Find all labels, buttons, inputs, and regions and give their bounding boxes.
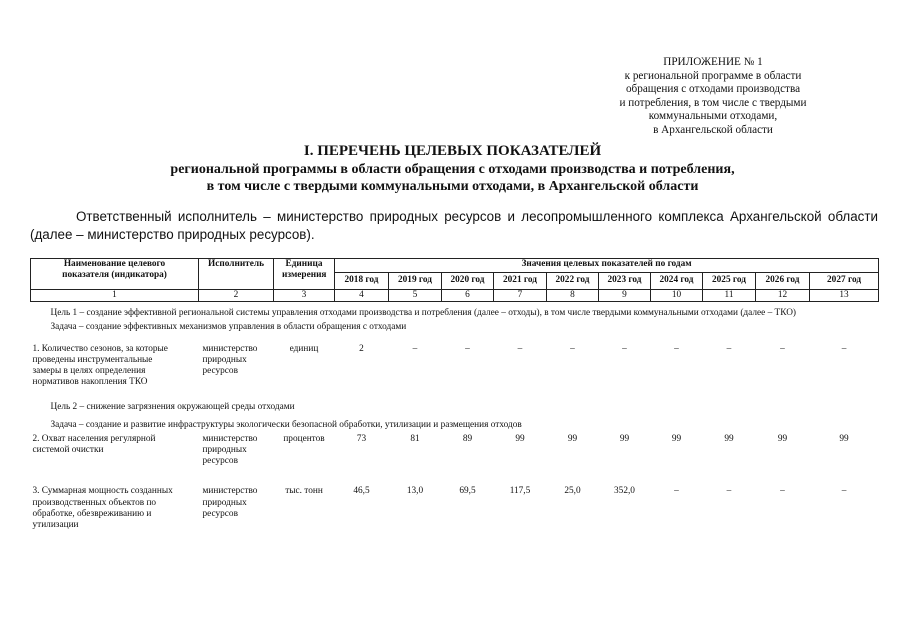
column-numbers-row xyxy=(31,290,879,302)
indicator-value: 99 xyxy=(515,433,525,444)
indicator-value: 99 xyxy=(619,433,630,444)
intro-line-2: (далее – министерство природных ресурсов). xyxy=(30,227,315,242)
indicator-value: 99 xyxy=(839,433,849,444)
header-values-group: Значения целевых показателей по годам xyxy=(335,259,879,273)
task-1-text: Задача – создание эффективных механизмов управления в области обращения с отходами xyxy=(50,322,407,333)
responsible-executor-paragraph xyxy=(30,208,878,244)
header-year: 2022 год xyxy=(547,273,599,290)
header-year: 2020 год xyxy=(442,273,494,290)
column-number: 8 xyxy=(547,290,599,302)
indicator-value: 89 xyxy=(462,433,473,444)
goal-row xyxy=(31,302,879,320)
indicator-value: 25,0 xyxy=(564,486,581,497)
indicator-name: 3. Суммарная мощность созданных производственных объектов по обработке, обезвреживанию и утилизации xyxy=(32,486,173,531)
indicator-value: – xyxy=(841,486,847,497)
indicators-table xyxy=(30,258,879,531)
table-row xyxy=(31,334,879,389)
appendix-line: обращения с отходами производства xyxy=(625,83,801,96)
indicator-name: 2. Охват населения регулярной системой очистки xyxy=(32,433,156,456)
indicator-value: 99 xyxy=(724,433,734,444)
header-unit: Единица измерения xyxy=(274,259,335,290)
indicator-value: 2 xyxy=(359,343,364,354)
goal-row xyxy=(31,388,879,413)
indicator-value: 73 xyxy=(356,433,367,444)
indicator-value: – xyxy=(780,486,785,497)
indicator-value: – xyxy=(780,343,785,354)
indicator-executor: министерство природных ресурсов xyxy=(202,486,258,519)
column-number: 5 xyxy=(389,290,442,302)
header-year: 2021 год xyxy=(494,273,547,290)
column-number: 1 xyxy=(31,290,199,302)
column-number: 9 xyxy=(599,290,651,302)
indicator-value: – xyxy=(465,343,470,354)
indicator-value: 69,5 xyxy=(459,486,476,497)
indicator-value: – xyxy=(570,343,575,354)
indicator-unit: процентов xyxy=(283,433,325,444)
column-number: 4 xyxy=(335,290,389,302)
intro-line-1: Ответственный исполнитель – министерство природных ресурсов и лесопромышленного комплекса Архангельской области xyxy=(76,209,878,224)
header-year: 2026 год xyxy=(756,273,810,290)
goal-2-text: Цель 2 – снижение загрязнения окружающей среды отходами xyxy=(50,402,295,413)
column-number: 11 xyxy=(703,290,756,302)
indicator-value: – xyxy=(517,343,523,354)
column-number: 3 xyxy=(274,290,335,302)
indicator-value: 81 xyxy=(410,433,420,444)
title-line-2: региональной программы в области обращения с отходами производства и потребления, xyxy=(170,161,735,177)
table-row xyxy=(31,467,879,531)
indicator-value: 13,0 xyxy=(406,486,424,497)
indicator-value: – xyxy=(726,343,732,354)
column-number: 10 xyxy=(651,290,703,302)
column-number: 12 xyxy=(756,290,810,302)
header-year: 2023 год xyxy=(599,273,651,290)
header-year: 2018 год xyxy=(335,273,389,290)
header-row xyxy=(31,259,879,273)
document-title xyxy=(0,143,905,196)
goal-1-text: Цель 1 – создание эффективной региональной системы управления отходами производства и потребления (далее – отходы), в том числе твердыми коммунальными отходами (далее – ТКО) xyxy=(50,308,797,319)
header-executor: Исполнитель xyxy=(199,259,274,290)
appendix-line: к региональной программе в области xyxy=(624,69,802,82)
appendix-header xyxy=(578,56,848,138)
table-row xyxy=(31,431,879,468)
indicator-value: – xyxy=(841,343,847,354)
indicator-value: – xyxy=(674,486,679,497)
indicator-value: – xyxy=(412,343,418,354)
header-year: 2025 год xyxy=(703,273,756,290)
column-number: 2 xyxy=(199,290,274,302)
title-main: I. ПЕРЕЧЕНЬ ЦЕЛЕВЫХ ПОКАЗАТЕЛЕЙ xyxy=(303,143,602,159)
indicator-value: 352,0 xyxy=(614,486,635,497)
indicator-value: 99 xyxy=(777,433,788,444)
column-number: 6 xyxy=(442,290,494,302)
indicator-value: 99 xyxy=(567,433,578,444)
appendix-line: и потребления, в том числе с твердыми xyxy=(619,96,807,109)
header-year: 2027 год xyxy=(810,273,879,290)
indicator-unit: тыс. тонн xyxy=(285,486,323,497)
column-number: 7 xyxy=(494,290,547,302)
indicator-name: 1. Количество сезонов, за которые проведены инструментальные замеры в целях определения нормативов накопления ТКО xyxy=(32,343,168,388)
header-year: 2024 год xyxy=(651,273,703,290)
task-2-text: Задача – создание и развитие инфраструктуры экологически безопасной обработки, утилизации и размещения отходов xyxy=(50,419,522,430)
indicator-executor: министерство природных ресурсов xyxy=(202,433,258,467)
indicator-value: – xyxy=(622,343,627,354)
column-number: 13 xyxy=(810,290,879,302)
indicator-value: 99 xyxy=(671,433,682,444)
indicator-value: 46,5 xyxy=(353,486,370,497)
indicator-value: 117,5 xyxy=(509,486,531,497)
indicator-value: – xyxy=(674,343,679,354)
indicator-unit: единиц xyxy=(289,343,319,354)
task-row xyxy=(31,414,879,431)
appendix-line: ПРИЛОЖЕНИЕ № 1 xyxy=(663,56,763,68)
appendix-line: коммунальными отходами, xyxy=(648,110,778,123)
header-year: 2019 год xyxy=(389,273,442,290)
header-indicator-name: Наименование целевого показателя (индикатора) xyxy=(31,259,199,290)
indicator-executor: министерство природных ресурсов xyxy=(202,343,258,377)
title-line-3: в том числе с твердыми коммунальными отходами, в Архангельской области xyxy=(206,179,699,194)
task-row xyxy=(31,319,879,333)
appendix-line: в Архангельской области xyxy=(653,123,773,136)
indicator-value: – xyxy=(726,486,732,497)
